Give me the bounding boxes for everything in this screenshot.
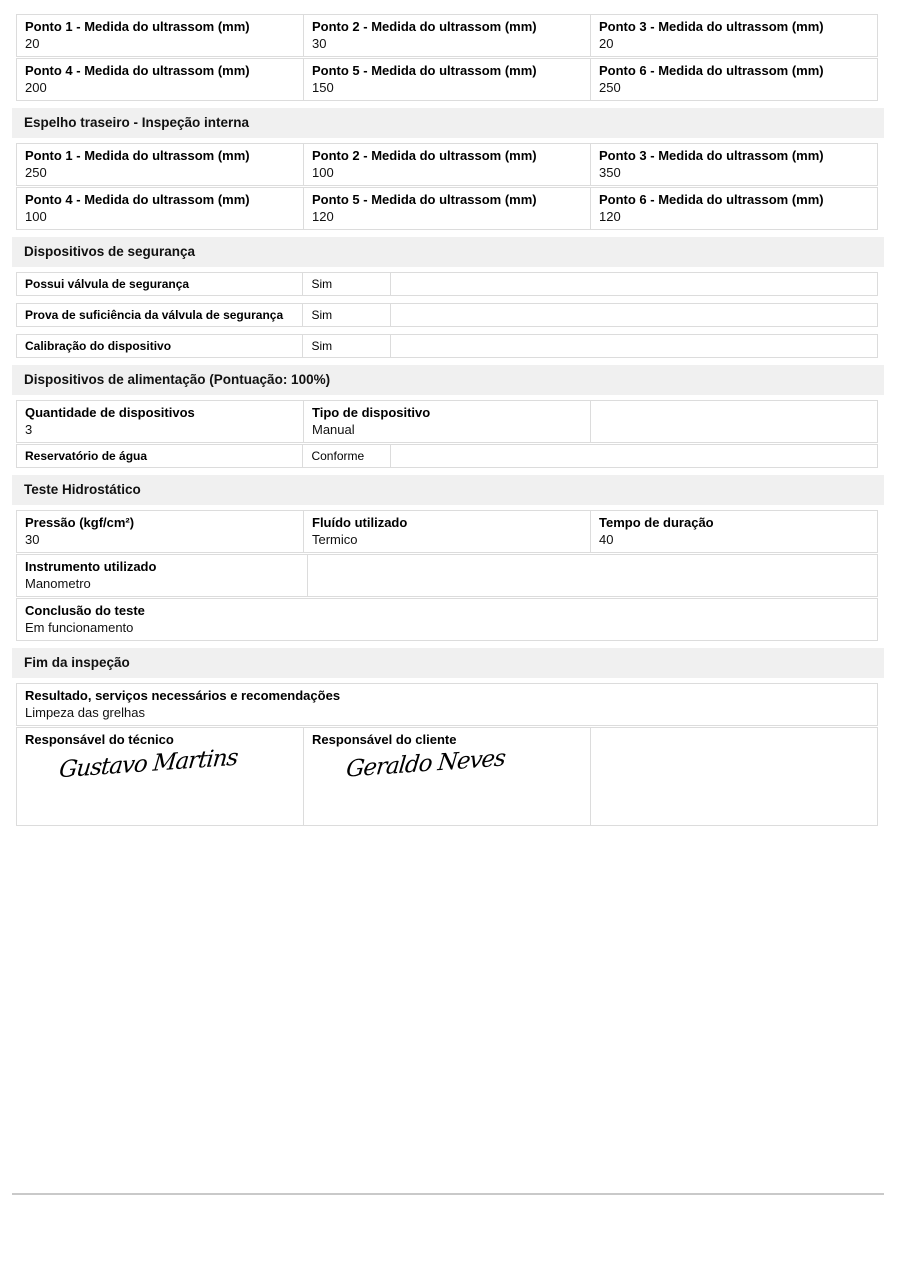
field-label: Ponto 3 - Medida do ultrassom (mm) bbox=[599, 19, 824, 34]
test-conclusion-cell bbox=[16, 598, 878, 641]
field-label: Ponto 5 - Medida do ultrassom (mm) bbox=[312, 192, 537, 207]
field-value: Termico bbox=[312, 532, 358, 547]
field-label: Ponto 2 - Medida do ultrassom (mm) bbox=[312, 148, 537, 163]
field-label: Responsável do técnico bbox=[25, 732, 174, 747]
end-of-inspection-table bbox=[16, 683, 878, 826]
field-value: Sim bbox=[303, 272, 391, 296]
measurement-cell-point-5 bbox=[304, 187, 591, 230]
measurement-cell-point-3 bbox=[591, 14, 878, 57]
measurement-cell-point-6 bbox=[591, 58, 878, 101]
field-label: Tipo de dispositivo bbox=[312, 405, 431, 420]
field-label: Instrumento utilizado bbox=[25, 559, 157, 574]
technician-signature: Gustavo Martins bbox=[57, 744, 239, 784]
result-row bbox=[16, 683, 878, 726]
field-label: Responsável do cliente bbox=[312, 732, 457, 747]
field-label: Ponto 5 - Medida do ultrassom (mm) bbox=[312, 63, 537, 78]
field-label: Resultado, serviços necessários e recomendações bbox=[25, 688, 341, 703]
field-value: Limpeza das grelhas bbox=[25, 705, 145, 720]
field-value: Manometro bbox=[25, 576, 91, 591]
device-quantity-cell bbox=[16, 400, 304, 443]
section-header-safety-devices: Dispositivos de segurança bbox=[12, 237, 884, 267]
field-value: Sim bbox=[303, 303, 391, 327]
result-cell bbox=[16, 683, 878, 726]
question-row-water-reservoir bbox=[16, 444, 878, 468]
field-value: 200 bbox=[25, 80, 47, 95]
question-row-safety-valve bbox=[16, 272, 878, 296]
field-value: 120 bbox=[312, 209, 334, 224]
field-value: 30 bbox=[25, 532, 40, 547]
field-value: 100 bbox=[312, 165, 334, 180]
empty-cell bbox=[308, 554, 878, 597]
empty-cell bbox=[591, 400, 878, 443]
field-label: Calibração do dispositivo bbox=[16, 334, 303, 358]
measurement-row bbox=[16, 143, 878, 186]
technician-signature-cell bbox=[16, 727, 304, 826]
instrument-cell bbox=[16, 554, 308, 597]
field-label: Ponto 6 - Medida do ultrassom (mm) bbox=[599, 192, 824, 207]
field-label: Ponto 3 - Medida do ultrassom (mm) bbox=[599, 148, 824, 163]
field-label: Ponto 6 - Medida do ultrassom (mm) bbox=[599, 63, 824, 78]
hydro-row bbox=[16, 554, 878, 597]
empty-cell bbox=[391, 444, 878, 468]
page-footer-divider bbox=[12, 1193, 884, 1195]
field-value: Sim bbox=[303, 334, 391, 358]
field-label: Conclusão do teste bbox=[25, 603, 145, 618]
field-label: Tempo de duração bbox=[599, 515, 714, 530]
measurement-cell-point-5 bbox=[304, 58, 591, 101]
fluid-cell bbox=[304, 510, 591, 553]
question-row-valve-sufficiency bbox=[16, 303, 878, 327]
measurement-row bbox=[16, 14, 878, 57]
page-bottom-spacer bbox=[16, 827, 878, 1193]
section-header-feeding-devices: Dispositivos de alimentação (Pontuação: 100%) bbox=[12, 365, 884, 395]
safety-devices-table bbox=[16, 272, 878, 358]
device-type-cell bbox=[304, 400, 591, 443]
field-label: Reservatório de água bbox=[16, 444, 303, 468]
field-value: 250 bbox=[25, 165, 47, 180]
field-value: 40 bbox=[599, 532, 614, 547]
empty-cell bbox=[591, 727, 878, 826]
field-label: Ponto 1 - Medida do ultrassom (mm) bbox=[25, 148, 250, 163]
measurement-cell-point-2 bbox=[304, 14, 591, 57]
field-label: Ponto 2 - Medida do ultrassom (mm) bbox=[312, 19, 537, 34]
feeding-devices-table bbox=[16, 400, 878, 468]
section-header-rear-mirror: Espelho traseiro - Inspeção interna bbox=[12, 108, 884, 138]
hydrostatic-test-table bbox=[16, 510, 878, 641]
measurement-cell-point-1 bbox=[16, 14, 304, 57]
section-header-end-of-inspection: Fim da inspeção bbox=[12, 648, 884, 678]
field-value: Manual bbox=[312, 422, 355, 437]
empty-cell bbox=[391, 334, 878, 358]
measurement-cell-point-4 bbox=[16, 187, 304, 230]
field-value: 120 bbox=[599, 209, 621, 224]
field-value: Conforme bbox=[303, 444, 391, 468]
field-label: Possui válvula de segurança bbox=[16, 272, 303, 296]
measurement-cell-point-6 bbox=[591, 187, 878, 230]
field-label: Fluído utilizado bbox=[312, 515, 408, 530]
field-value: 150 bbox=[312, 80, 334, 95]
field-value: 30 bbox=[312, 36, 327, 51]
measurement-cell-point-4 bbox=[16, 58, 304, 101]
measurement-row bbox=[16, 58, 878, 101]
duration-cell bbox=[591, 510, 878, 553]
field-value: 350 bbox=[599, 165, 621, 180]
field-value: 250 bbox=[599, 80, 621, 95]
front-mirror-measurements-table bbox=[16, 14, 878, 101]
measurement-cell-point-2 bbox=[304, 143, 591, 186]
question-row-device-calibration bbox=[16, 334, 878, 358]
client-signature-cell bbox=[304, 727, 591, 826]
measurement-row bbox=[16, 187, 878, 230]
field-label: Ponto 4 - Medida do ultrassom (mm) bbox=[25, 63, 250, 78]
section-header-hydrostatic-test: Teste Hidrostático bbox=[12, 475, 884, 505]
measurement-cell-point-3 bbox=[591, 143, 878, 186]
rear-mirror-measurements-table bbox=[16, 143, 878, 230]
field-label: Ponto 1 - Medida do ultrassom (mm) bbox=[25, 19, 250, 34]
field-value: 20 bbox=[25, 36, 40, 51]
pressure-cell bbox=[16, 510, 304, 553]
field-label: Pressão (kgf/cm²) bbox=[25, 515, 135, 530]
hydro-row bbox=[16, 510, 878, 553]
field-value: 20 bbox=[599, 36, 614, 51]
field-value: Em funcionamento bbox=[25, 620, 134, 635]
feeding-row bbox=[16, 400, 878, 443]
field-label: Quantidade de dispositivos bbox=[25, 405, 195, 420]
field-label: Ponto 4 - Medida do ultrassom (mm) bbox=[25, 192, 250, 207]
empty-cell bbox=[391, 303, 878, 327]
client-signature: Geraldo Neves bbox=[344, 745, 507, 783]
field-label: Prova de suficiência da válvula de segurança bbox=[16, 303, 303, 327]
field-value: 100 bbox=[25, 209, 47, 224]
measurement-cell-point-1 bbox=[16, 143, 304, 186]
field-value: 3 bbox=[25, 422, 33, 437]
empty-cell bbox=[391, 272, 878, 296]
hydro-row bbox=[16, 598, 878, 641]
signatures-row bbox=[16, 727, 878, 826]
